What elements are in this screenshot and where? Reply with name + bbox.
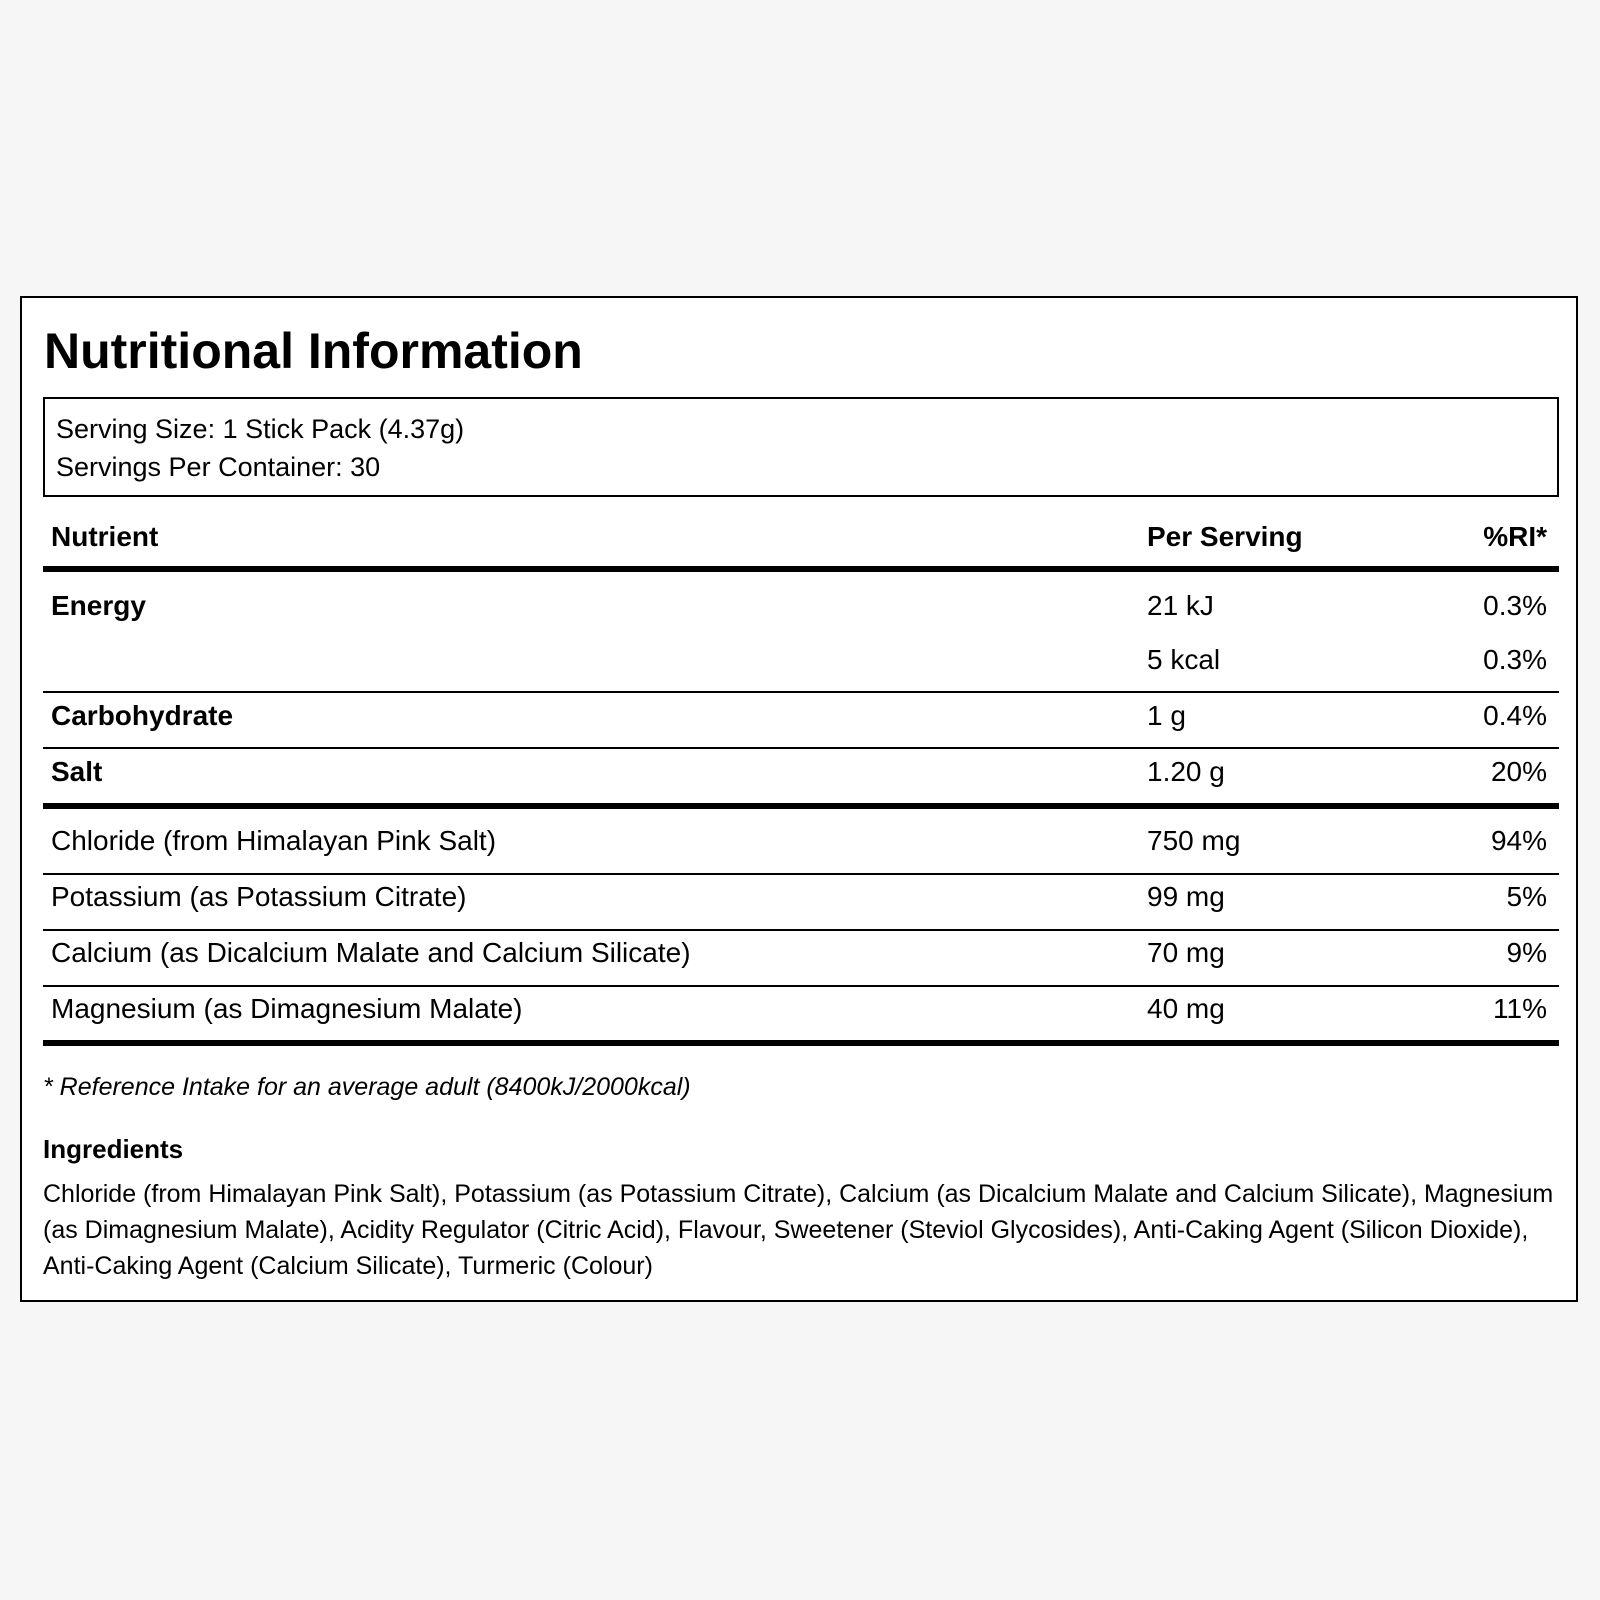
nutrient-name: Salt [51, 756, 103, 787]
nutrient-name: Carbohydrate [51, 700, 234, 731]
servings-per-container: Servings Per Container: 30 [56, 452, 381, 482]
mineral-ri: 5% [1506, 881, 1547, 912]
mineral-name: Magnesium (as Dimagnesium Malate) [51, 993, 523, 1024]
row-divider [43, 747, 1559, 749]
mineral-name: Calcium (as Dicalcium Malate and Calcium Silicate) [51, 937, 691, 968]
mineral-name: Potassium (as Potassium Citrate) [51, 881, 467, 912]
header-per-serving: Per Serving [1147, 521, 1303, 552]
nutrient-ri: 0.4% [1483, 700, 1547, 731]
mineral-per-serving: 750 mg [1147, 825, 1241, 856]
mineral-ri: 9% [1506, 937, 1547, 968]
nutrient-per-serving: 1 g [1147, 700, 1186, 731]
row-divider [43, 929, 1559, 931]
nutrient-name: Energy [51, 590, 146, 621]
nutrient-per-serving: 1.20 g [1147, 756, 1225, 787]
nutrition-label [20, 296, 1578, 1302]
mineral-per-serving: 40 mg [1147, 993, 1225, 1024]
mineral-name: Chloride (from Himalayan Pink Salt) [51, 825, 497, 856]
mineral-ri: 11% [1493, 993, 1547, 1024]
label-title: Nutritional Information [44, 323, 583, 379]
nutrient-per-serving: 5 kcal [1147, 644, 1221, 675]
serving-size: Serving Size: 1 Stick Pack (4.37g) [56, 414, 465, 444]
nutrient-ri: 20% [1490, 756, 1547, 787]
ingredients-heading: Ingredients [43, 1134, 184, 1164]
header-nutrient: Nutrient [51, 521, 159, 552]
row-divider [43, 985, 1559, 987]
nutrient-ri: 0.3% [1483, 590, 1547, 621]
nutrient-per-serving: 21 kJ [1147, 590, 1214, 621]
header-ri: %RI* [1483, 521, 1547, 552]
mineral-per-serving: 99 mg [1147, 881, 1225, 912]
row-divider [43, 691, 1559, 693]
serving-info-box [43, 397, 1559, 497]
section-divider [43, 803, 1559, 809]
nutrient-ri: 0.3% [1483, 644, 1547, 675]
table-bottom-divider [43, 1040, 1559, 1046]
row-divider [43, 873, 1559, 875]
header-divider [43, 566, 1559, 572]
ingredients-text: Chloride (from Himalayan Pink Salt), Potassium (as Potassium Citrate), Calcium (as Dicalcium Malate and Calcium Silicate), Magnesium (as Dimagnesium Malate), Acidity Regulator (Citric Acid), Flavour, Sweetener (Steviol Glycosides), Anti-Caking Agent (Silicon Dioxide), Anti-Caking Agent (Calcium Silicate), Turmeric (Colour) [43, 1180, 1554, 1280]
mineral-per-serving: 70 mg [1147, 937, 1225, 968]
mineral-ri: 94% [1490, 825, 1547, 856]
reference-intake-footnote: * Reference Intake for an average adult (8400kJ/2000kcal) [43, 1073, 691, 1101]
